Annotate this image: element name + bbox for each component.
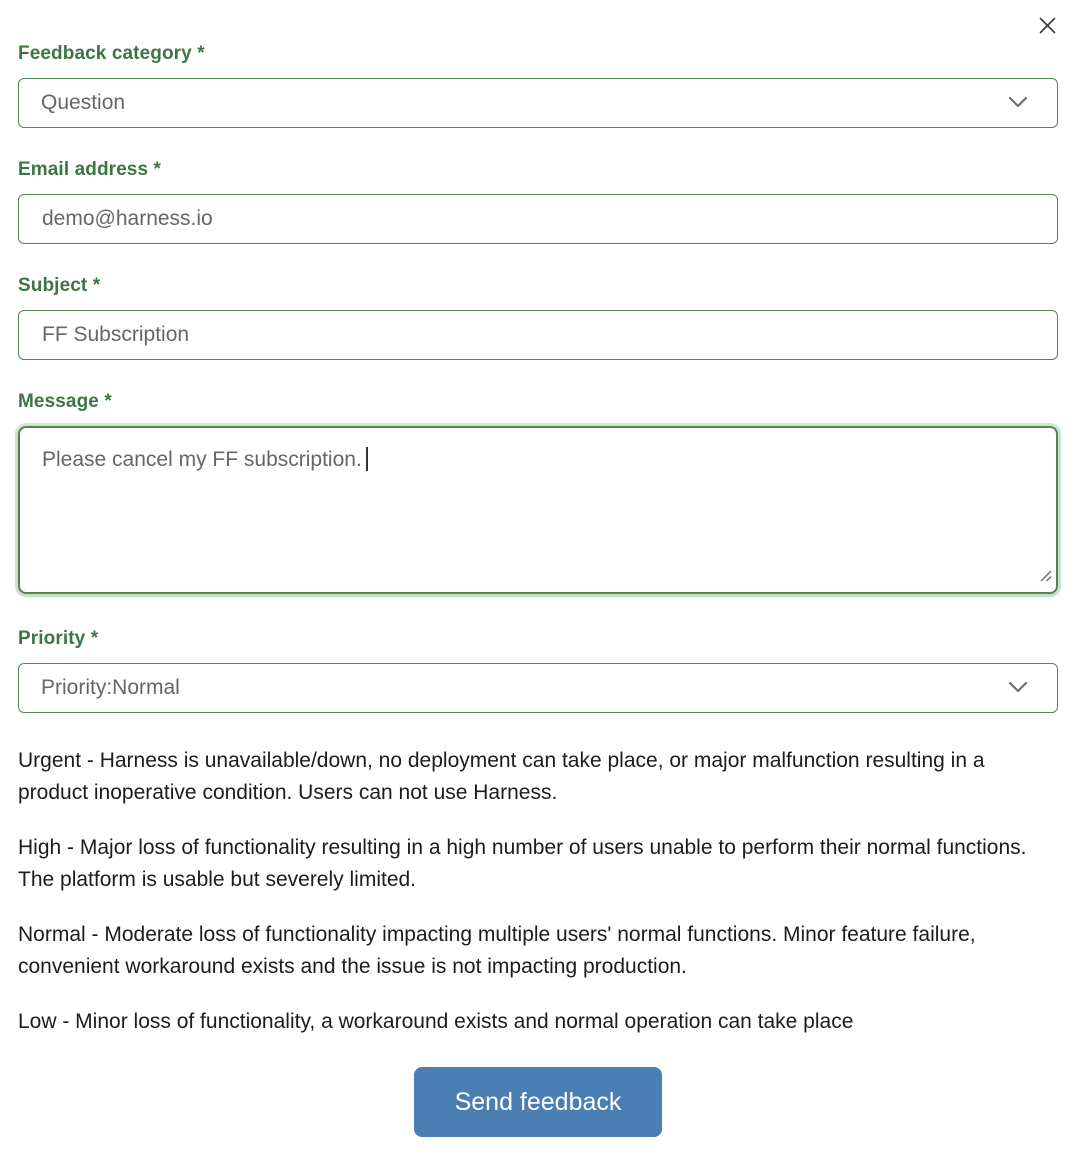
priority-label: Priority * [18,628,99,649]
priority-help-urgent: Urgent - Harness is unavailable/down, no deployment can take place, or major malfunction resulting in a product inoperative condition. Users can not use Harness. [18,749,985,804]
email-address-label: Email address * [18,159,162,180]
message-label: Message * [18,391,112,412]
button-row [18,1067,1058,1137]
subject-input[interactable] [18,310,1058,360]
text-cursor [366,447,368,471]
message-text: Please cancel my FF subscription. [42,448,362,471]
priority-help-normal: Normal - Moderate loss of functionality impacting multiple users' normal functions. Minor feature failure, convenient workaround exists and the issue is not impacting production. [18,923,976,978]
chevron-down-icon [1007,91,1029,115]
priority-help-text [18,744,1058,1038]
message-textarea[interactable] [18,426,1058,594]
close-icon[interactable] [1034,12,1060,38]
priority-select[interactable] [18,663,1058,713]
send-feedback-button[interactable]: Send feedback [414,1067,662,1137]
feedback-category-label: Feedback category * [18,43,205,64]
priority-value: Priority:Normal [41,676,180,699]
resize-grip-icon[interactable] [1039,564,1052,588]
close-x-glyph [1038,16,1057,35]
email-input[interactable] [18,194,1058,244]
chevron-down-icon [1007,676,1029,700]
subject-label: Subject * [18,275,101,296]
priority-help-low: Low - Minor loss of functionality, a workaround exists and normal operation can take place [18,1010,854,1033]
feedback-category-value: Question [41,91,126,114]
priority-help-high: High - Major loss of functionality resulting in a high number of users unable to perform their normal functions. The platform is usable but severely limited. [18,836,1027,891]
feedback-category-select[interactable] [18,78,1058,128]
